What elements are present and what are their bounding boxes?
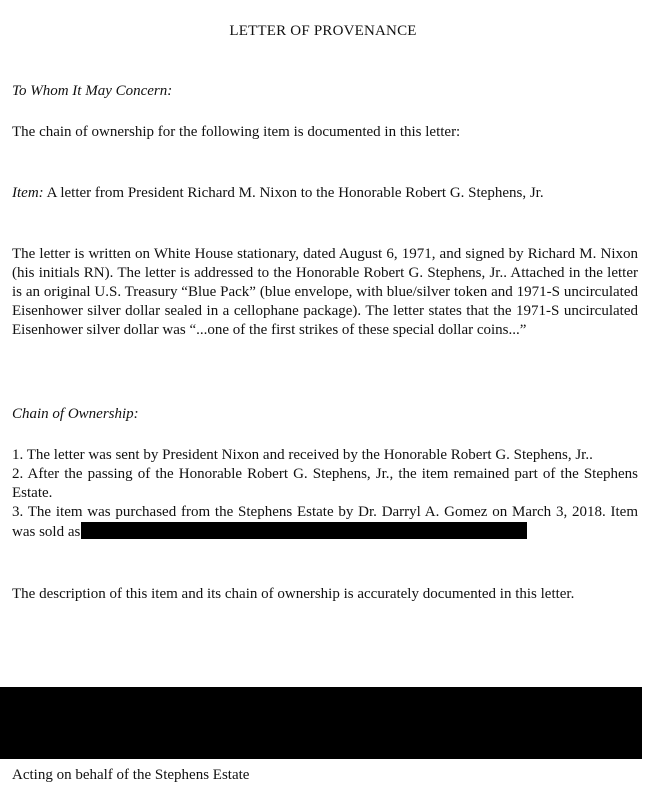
item-line	[12, 184, 638, 203]
chain-of-ownership-heading: Chain of Ownership:	[12, 406, 139, 422]
chain-item-1-text: 1. The letter was sent by President Nixon and received by the Honorable Robert G. Stephens, Jr..	[12, 447, 593, 463]
chain-item-3	[12, 503, 638, 542]
description-paragraph: The letter is written on White House stationary, dated August 6, 1971, and signed by Richard M. Nixon (his initials RN). The letter is addressed to the Honorable Robert G. Stephens, Jr.. Attached in the letter is an original U.S. Treasury “Blue Pack” (blue envelope, with blue/silver token and 1971-S uncirculated Eisenhower silver dollar sealed in a cellophane package). The letter states that the 1971-S uncirculated Eisenhower silver dollar was “...one of the first strikes of these special dollar coins...”	[12, 246, 638, 338]
salutation: To Whom It May Concern:	[12, 83, 173, 99]
chain-item-2-text: 2. After the passing of the Honorable Robert G. Stephens, Jr., the item remained part of the Stephens Estate.	[12, 466, 638, 501]
chain-item-1	[12, 446, 638, 465]
chain-of-ownership-list	[12, 446, 638, 542]
acting-on-behalf-line: Acting on behalf of the Stephens Estate	[12, 767, 250, 783]
redacted-signature-block	[0, 687, 642, 759]
chain-item-3-text: 3. The item was purchased from the Stephens Estate by Dr. Darryl A. Gomez on March 3, 2018. Item was sold as	[12, 504, 638, 540]
item-description: A letter from President Richard M. Nixon to the Honorable Robert G. Stephens, Jr.	[46, 185, 544, 201]
item-label: Item:	[12, 185, 44, 201]
closing-paragraph: The description of this item and its chain of ownership is accurately documented in this letter.	[12, 586, 575, 602]
intro-paragraph: The chain of ownership for the following item is documented in this letter:	[12, 124, 461, 140]
document-title: LETTER OF PROVENANCE	[229, 23, 417, 39]
chain-item-2	[12, 465, 638, 503]
inline-redaction	[81, 522, 527, 539]
